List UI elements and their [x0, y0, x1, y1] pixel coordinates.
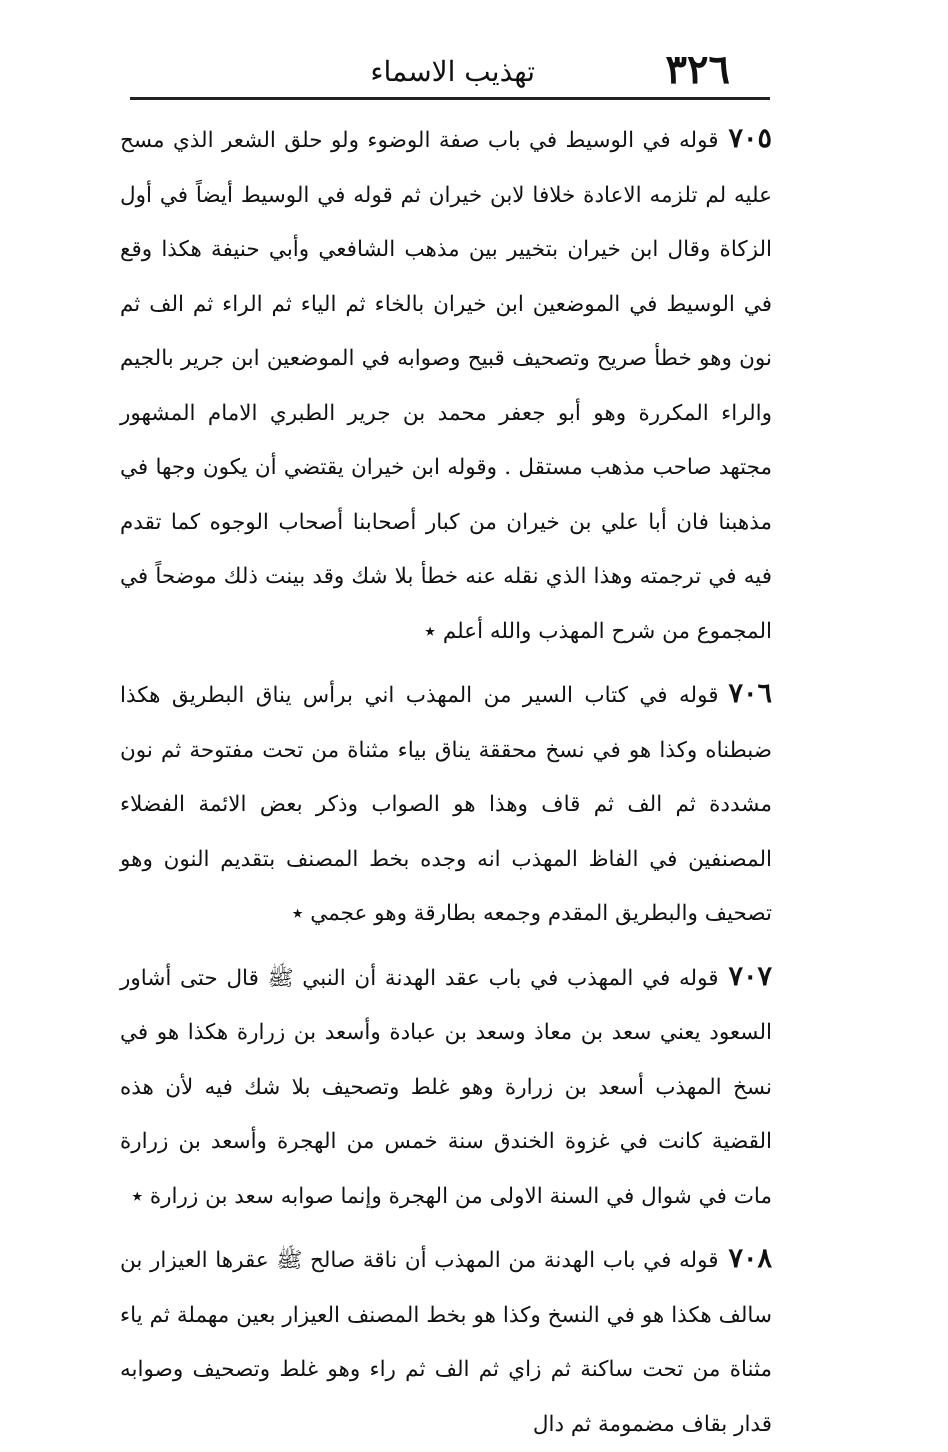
entry-706: [120, 667, 772, 942]
entry-705: [120, 112, 772, 659]
entry-number: ٧٠٨: [728, 1243, 772, 1274]
page-header: [130, 42, 770, 98]
entry-text: قوله في الوسيط في باب صفة الوضوء ولو حلق الشعر الذي مسح عليه لم تلزمه الاعادة خلافا لابن خيران ثم قوله في الوسيط أيضاً في أول الزكاة وقال ابن خيران بتخيير بين مذهب الشافعي وأبي حنيفة هكذا وقع في الوسيط في الموضعين ابن خيران بالخاء ثم الياء ثم الراء ثم الف ثم نون وهو خطأ صريح وتصحيف قبيح وصوابه في الموضعين ابن جرير بالجيم والراء المكررة وهو أبو جعفر محمد بن جرير الطبري الامام المشهور مجتهد صاحب مذهب مستقل . وقوله ابن خيران يقتضي أن يكون وجها في مذهبنا فان أبا علي بن خيران من كبار أصحابنا أصحاب الوجوه كما تقدم فيه في ترجمته وهذا الذي نقله عنه خطأ بلا شك وقد بينت ذلك موضحاً في المجموع من شرح المهذب والله أعلم ٭: [120, 128, 772, 644]
entry-number: ٧٠٦: [728, 678, 772, 709]
page-body: [120, 112, 772, 1452]
page-number: ٣٢٦: [665, 46, 730, 93]
header-rule: [130, 97, 770, 100]
running-title: تهذيب الاسماء: [370, 55, 535, 88]
entry-number: ٧٠٥: [728, 123, 772, 154]
entry-708: [120, 1232, 772, 1452]
entry-number: ٧٠٧: [728, 960, 772, 992]
entry-text: قوله في المهذب في باب عقد الهدنة أن النبي ﷺ قال حتى أشاور السعود يعني سعد بن معاذ وسعد بن عبادة وأسعد بن زرارة هكذا هو في نسخ المهذب أسعد بن زرارة وهو غلط وتصحيف بلا شك فيه لأن هذه القضية كانت في غزوة الخندق سنة خمس من الهجرة وأسعد بن زرارة مات في شوال في السنة الاولى من الهجرة وإنما صوابه سعد بن زرارة ٭: [120, 965, 772, 1209]
entry-707: [120, 950, 772, 1225]
entry-text: قوله في باب الهدنة من المهذب أن ناقة صالح ﷺ عقرها العيزار بن سالف هكذا هو في النسخ وكذا هو بخط المصنف العيزار بعين مهملة ثم ياء مثناة من تحت ساكنة ثم زاي ثم الف ثم راء وهو غلط وتصحيف وصوابه قدار بقاف مضمومة ثم دال: [120, 1248, 772, 1437]
entry-text: قوله في كتاب السير من المهذب اني برأس يناق البطريق هكذا ضبطناه وكذا هو في نسخ محققة يناق بياء مثناة من تحت مفتوحة ثم نون مشددة ثم الف ثم قاف وهذا هو الصواب وذكر بعض الائمة الفضلاء المصنفين في الفاظ المهذب انه وجده بخط المصنف بتقديم النون وهو تصحيف والبطريق المقدم وجمعه بطارقة وهو عجمي ٭: [120, 683, 772, 926]
